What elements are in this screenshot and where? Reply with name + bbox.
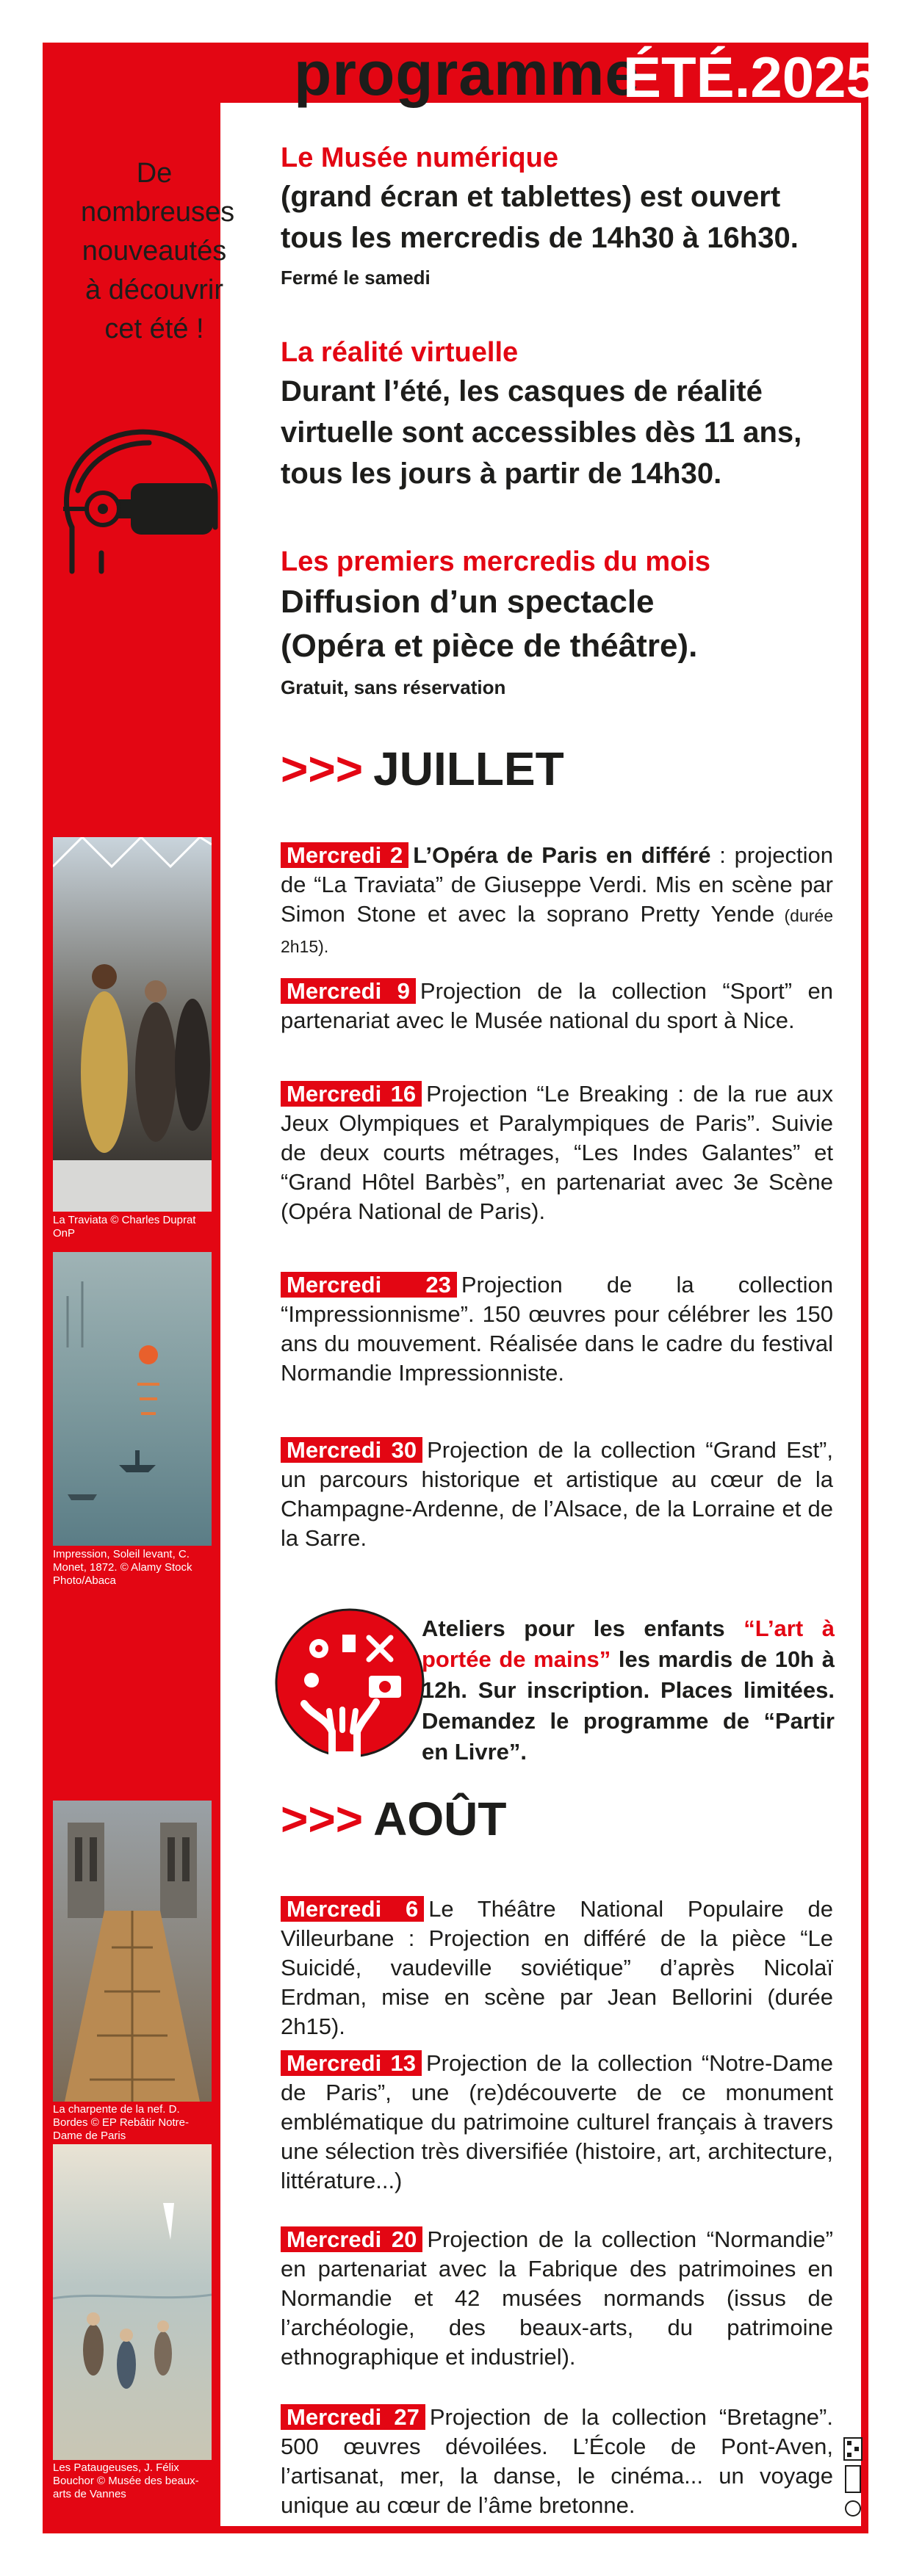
- photo-caption: La charpente de la nef. D. Bordes © EP Rebâtir Notre-Dame de Paris: [53, 2103, 190, 2142]
- teaser-line: cet été !: [104, 314, 204, 344]
- intro-virtual-reality: [281, 334, 854, 494]
- date-badge: Mercredi 20: [281, 2226, 422, 2252]
- date-badge: Mercredi 27: [281, 2404, 425, 2430]
- teaser-line: De: [136, 158, 173, 189]
- intro-digital-museum: [281, 140, 854, 294]
- intro-body: [281, 371, 854, 494]
- event-august-27: [281, 2403, 833, 2520]
- workshop-text: les mardis de 10h à 12h. Sur inscription. Places limitées. Demandez le programme de “Partir en Livre”.: [422, 1646, 835, 1765]
- month-heading-august: [281, 1792, 506, 1846]
- intro-heading: Le Musée numérique: [281, 142, 558, 173]
- date-badge: Mercredi 16: [281, 1081, 422, 1107]
- month-title: AOÛT: [373, 1792, 507, 1845]
- intro-body-line: Durant l’été, les casques de réalité: [281, 375, 763, 408]
- intro-heading: La réalité virtuelle: [281, 337, 519, 368]
- teaser-line: nouveautés: [82, 236, 227, 267]
- traviata-photo: [53, 837, 212, 1212]
- date-badge: Mercredi 6: [281, 1896, 424, 1922]
- event-lead: L’Opéra de Paris en différé: [413, 842, 711, 868]
- intro-body-line: tous les jours à partir de 14h30.: [281, 457, 722, 490]
- workshop-text: Ateliers pour les enfants: [422, 1616, 744, 1641]
- event-text: Projection “Le Breaking : de la rue aux Jeux Olympiques et Paralympiques de Paris”. Suivie de deux courts métrages, “Les Indes Galantes” et “Grand Hôtel Barbès”, en partenariat avec 3e Scène (Opéra National de Paris).: [281, 1081, 833, 1224]
- event-july-30: [281, 1436, 833, 1553]
- intro-body-line: Diffusion d’un spectacle: [281, 584, 655, 620]
- arrows-icon: >>>: [281, 1792, 364, 1845]
- event-text: Projection de la collection “Sport” en partenariat avec le Musée national du sport à Nice.: [281, 978, 834, 1033]
- intro-body-line: virtuelle sont accessibles dès 11 ans,: [281, 416, 802, 449]
- event-text: Projection de la collection “Impressionnisme”. 150 œuvres pour célébrer les 150 ans du mouvement. Réalisée dans le cadre du festival Normandie Impressionniste.: [281, 1272, 833, 1386]
- event-august-20: [281, 2225, 833, 2372]
- workshop-note: [422, 1613, 835, 1768]
- art-workshop-icon: [275, 1608, 425, 1758]
- event-text: Projection de la collection “Bretagne”. 500 œuvres dévoilées. L’École de Pont-Aven, l’artisanat, mer, la danse, le cinéma... un voyage unique au cœur de l’âme bretonne.: [281, 2404, 833, 2518]
- intro-heading: Les premiers mercredis du mois: [281, 546, 711, 577]
- teaser-line: à découvrir: [85, 275, 223, 305]
- intro-note: Gratuit, sans réservation: [281, 676, 506, 698]
- intro-body: [281, 580, 854, 668]
- month-title: JUILLET: [373, 742, 564, 795]
- event-july-2: [281, 841, 833, 961]
- date-badge: Mercredi 9: [281, 978, 416, 1004]
- workshop-title: “L’art à portée de mains”: [422, 1616, 835, 1672]
- event-text: : projection de “La Traviata” de Giuseppe Verdi. Mis en scène par Simon Stone et avec la soprano Pretty Yende: [281, 842, 833, 927]
- event-august-6: [281, 1895, 833, 2041]
- event-july-23: [281, 1270, 833, 1388]
- photo-caption: Impression, Soleil levant, C. Monet, 1872. © Alamy Stock Photo/Abaca: [53, 1548, 192, 1587]
- date-badge: Mercredi 2: [281, 842, 408, 868]
- date-badge: Mercredi 23: [281, 1272, 457, 1298]
- photo-caption: La Traviata © Charles Duprat OnP: [53, 1214, 196, 1240]
- intro-body: [281, 176, 854, 258]
- event-text: Le Théâtre National Populaire de Villeurbane : Projection en différé de la pièce “Le Suicidé, vaudeville soviétique” d’après Nicolaï Erdman, mise en scène par Jean Bellorini (durée 2h15).: [281, 1896, 834, 2039]
- notre-dame-photo: [53, 1801, 212, 2102]
- intro-body-line: tous les mercredis de 14h30 à 16h30.: [281, 222, 799, 254]
- monet-painting-photo: [53, 1252, 212, 1546]
- month-heading-july: [281, 742, 564, 796]
- teaser-text: [81, 154, 235, 349]
- intro-first-wednesdays: [281, 543, 854, 703]
- event-text: Projection de la collection “Grand Est”, un parcours historique et artistique au cœur de la Champagne-Ardenne, de l’Alsace, de la Lorraine et de la Sarre.: [281, 1437, 833, 1551]
- vr-headset-icon: [57, 417, 226, 586]
- event-text: Projection de la collection “Normandie” en partenariat avec la Fabrique des patrimoines en Normandie et 42 musées normands (issus de l’archéologie, des beaux-arts, du patrimoine ethnographique et industriel).: [281, 2226, 833, 2370]
- printer-logo-icon: [843, 2436, 863, 2523]
- event-august-13: [281, 2049, 833, 2196]
- event-note: (durée 2h15).: [281, 906, 833, 956]
- intro-body-line: (Opéra et pièce de théâtre).: [281, 628, 698, 664]
- event-july-16: [281, 1079, 833, 1226]
- date-badge: Mercredi 13: [281, 2050, 422, 2076]
- event-july-9: [281, 977, 833, 1035]
- date-badge: Mercredi 30: [281, 1437, 422, 1463]
- intro-body-line: (grand écran et tablettes) est ouvert: [281, 181, 781, 213]
- photo-caption: Les Pataugeuses, J. Félix Bouchor © Musée des beaux-arts de Vannes: [53, 2461, 199, 2500]
- intro-note: Fermé le samedi: [281, 267, 431, 289]
- edition-label: ÉTÉ.2025: [623, 45, 878, 109]
- event-text: Projection de la collection “Notre-Dame de Paris”, une (re)découverte de ce monument emblématique du patrimoine culturel français à travers une sélection très diversifiée (histoire, art, architecture, littérature...): [281, 2050, 833, 2193]
- page-title: programme: [294, 39, 641, 108]
- arrows-icon: >>>: [281, 742, 364, 795]
- teaser-line: nombreuses: [81, 197, 235, 228]
- pataugeuses-painting-photo: [53, 2144, 212, 2460]
